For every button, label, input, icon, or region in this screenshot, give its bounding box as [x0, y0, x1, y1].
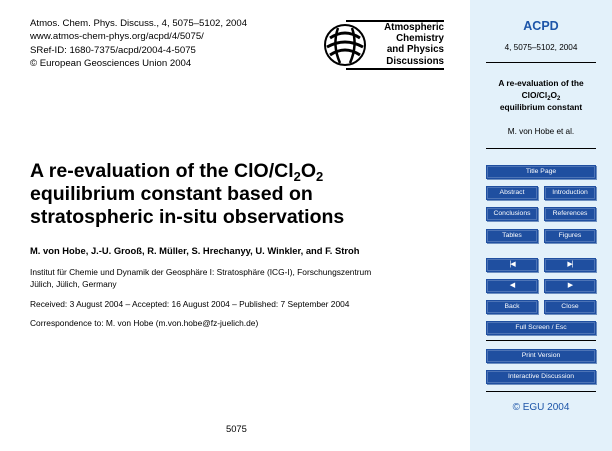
- sidebar-title-subscript-2: 2: [557, 96, 561, 102]
- sidebar-paper-title: [470, 77, 612, 113]
- abstract-label: Abstract: [499, 189, 525, 196]
- tables-label: Tables: [502, 232, 522, 239]
- affiliation-line-2: Jülich, Jülich, Germany: [30, 278, 117, 289]
- logo-line-4: Discussions: [386, 55, 444, 67]
- abstract-button[interactable]: [486, 186, 538, 200]
- logo-wordmark: [384, 22, 444, 67]
- sidebar-divider: [486, 62, 596, 63]
- navigation-sidebar: [470, 0, 612, 451]
- sidebar-title-subscript-1: 2: [547, 96, 551, 102]
- last-page-button[interactable]: [544, 258, 596, 272]
- interactive-discussion-label: Interactive Discussion: [507, 373, 575, 380]
- figures-button[interactable]: [544, 229, 596, 243]
- citation-header: [30, 17, 247, 71]
- title-line-2: equilibrium constant based on: [30, 183, 313, 206]
- full-screen-button[interactable]: [486, 321, 596, 335]
- sidebar-divider: [486, 148, 596, 149]
- globe-logo-icon: [322, 20, 368, 66]
- previous-page-button[interactable]: [486, 279, 538, 293]
- back-button[interactable]: [486, 300, 538, 314]
- title-page-button[interactable]: [486, 165, 596, 179]
- sidebar-title-line-3: equilibrium constant: [499, 102, 583, 112]
- print-version-button[interactable]: [486, 349, 596, 363]
- sidebar-reference: 4, 5075–5102, 2004: [504, 43, 578, 52]
- conclusions-label: Conclusions: [493, 210, 531, 217]
- references-label: References: [552, 210, 588, 217]
- references-button[interactable]: [544, 207, 596, 221]
- copyright-notice: © European Geosciences Union 2004: [30, 58, 192, 70]
- title-subscript-2: 2: [316, 169, 324, 184]
- title-line-1-mid: O: [300, 160, 317, 182]
- journal-citation: Atmos. Chem. Phys. Discuss., 4, 5075–5102, 2004: [30, 18, 248, 29]
- sref-id: SRef-ID: 1680-7375/acpd/2004-4-5075: [30, 44, 196, 56]
- title-line-1-text: A re-evaluation of the ClO/Cl: [30, 160, 294, 182]
- article-url[interactable]: www.atmos-chem-phys.org/acpd/4/5075/: [30, 31, 204, 43]
- egu-copyright: © EGU 2004: [512, 402, 570, 413]
- full-screen-label: Full Screen / Esc: [515, 324, 567, 331]
- correspondence: Correspondence to: M. von Hobe (m.von.hobe@fz-juelich.de): [30, 318, 259, 328]
- logo-line-3: and Physics: [386, 44, 444, 56]
- introduction-button[interactable]: [544, 186, 596, 200]
- title-subscript-1: 2: [293, 169, 301, 184]
- sidebar-author: M. von Hobe et al.: [507, 127, 575, 136]
- title-page-label: Title Page: [525, 168, 557, 175]
- sidebar-divider: [486, 391, 596, 392]
- first-page-button[interactable]: [486, 258, 538, 272]
- title-line-3: stratospheric in-situ observations: [30, 206, 345, 229]
- first-page-icon: |◀: [509, 261, 515, 268]
- tables-button[interactable]: [486, 229, 538, 243]
- title-line-1: [30, 160, 344, 183]
- page-number: 5075: [226, 423, 247, 434]
- interactive-discussion-button[interactable]: [486, 370, 596, 384]
- author-list: M. von Hobe, J.-U. Grooß, R. Müller, S. Hrechanyy, U. Winkler, and F. Stroh: [30, 245, 360, 256]
- sidebar-title-line-2: [470, 89, 612, 101]
- logo-line-2: Chemistry: [396, 33, 444, 45]
- affiliation: [30, 267, 371, 291]
- affiliation-line-1: Institut für Chemie und Dynamik der Geosphäre I: Stratosphäre (ICG-I), Forschungszentrum: [30, 267, 372, 277]
- sidebar-divider: [486, 340, 596, 341]
- next-page-icon: ▶: [567, 282, 573, 289]
- introduction-label: Introduction: [552, 189, 588, 196]
- back-label: Back: [504, 303, 520, 310]
- sidebar-title-line-1: A re-evaluation of the: [498, 78, 584, 88]
- journal-logo: [322, 20, 444, 70]
- sidebar-title-mid: O: [550, 90, 558, 100]
- close-label: Close: [561, 303, 579, 310]
- print-version-label: Print Version: [521, 352, 561, 359]
- previous-page-icon: ◀: [509, 282, 515, 289]
- publication-dates: Received: 3 August 2004 – Accepted: 16 August 2004 – Published: 7 September 2004: [30, 299, 350, 309]
- paper-title: [30, 160, 344, 230]
- last-page-icon: ▶|: [567, 261, 573, 268]
- next-page-button[interactable]: [544, 279, 596, 293]
- conclusions-button[interactable]: [486, 207, 538, 221]
- figures-label: Figures: [558, 232, 582, 239]
- logo-line-1: Atmospheric: [384, 22, 444, 33]
- logo-rule-bottom: [346, 68, 444, 70]
- close-button[interactable]: [544, 300, 596, 314]
- sidebar-title-line-2-text: ClO/Cl: [521, 90, 548, 100]
- sidebar-journal-name: ACPD: [523, 19, 559, 33]
